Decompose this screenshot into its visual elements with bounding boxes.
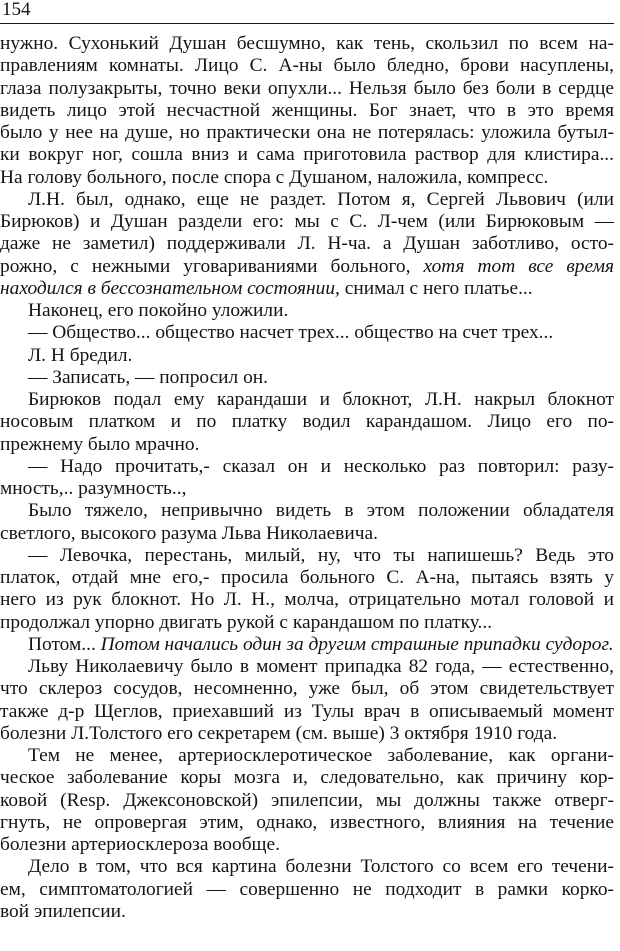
paragraph [0, 545, 614, 634]
text-line [0, 879, 614, 901]
text-line [0, 523, 614, 545]
text-run: На голову больного, после спора с Душаном, наложила, компресс. [0, 166, 549, 188]
text-line [0, 144, 614, 166]
text-line [0, 78, 614, 100]
text-line [0, 567, 614, 589]
text-line [0, 767, 614, 789]
text-run: снимал с него платье... [339, 277, 533, 299]
page-number: 154 [2, 0, 31, 20]
text-run: вой эпилепсии. [0, 900, 126, 922]
text-run: Потом... [28, 633, 101, 655]
text-line [0, 790, 614, 812]
text-line [0, 589, 614, 611]
text-line [0, 901, 614, 923]
text-run: светлого, высокого разума Льва Николаевича. [0, 522, 378, 544]
text-run: что склероз сосудов, несомненно, уже был, об этом свидетельствует [0, 678, 614, 700]
text-line [0, 211, 614, 233]
text-line [0, 100, 614, 122]
text-run: Бирюков) и Душан раздели его: мы с С. Л-чем (или Бирюковым — [0, 211, 614, 232]
text-run: ем, симптоматологией — совершенно не подходит в рамки корко- [0, 878, 614, 900]
text-line [0, 478, 614, 500]
text-run: Бирюков подал ему карандаши и блокнот, Л.Н. накрыл блокнот [28, 389, 614, 410]
text-line [0, 278, 614, 300]
text-run: прежнему было мрачно. [0, 433, 200, 455]
text-line [0, 33, 614, 55]
text-line [0, 545, 614, 567]
text-run: Л. Н бредил. [28, 344, 133, 366]
text-line [0, 345, 614, 367]
paragraph [0, 189, 614, 300]
text-run: болезни артериосклероза вообще. [0, 834, 280, 855]
text-run: мность,.. разумность.., [0, 478, 187, 499]
italic-text: Потом начались один за другим страшные припадки судорог. [100, 633, 614, 655]
paragraph [0, 634, 614, 656]
text-line [0, 322, 614, 344]
text-line [0, 256, 614, 278]
text-line [0, 856, 614, 878]
paragraph [0, 322, 614, 344]
text-run: Тем не менее, артериосклеротическое заболевание, как органи- [28, 745, 614, 766]
text-run: Было тяжело, непривычно видеть в этом положении обладателя [28, 500, 614, 522]
text-line [0, 367, 614, 389]
text-line [0, 634, 614, 656]
text-line [0, 745, 614, 767]
text-line [0, 434, 614, 456]
text-line [0, 456, 614, 478]
text-run: также д-р Щеглов, приехавший из Тулы врач в описываемый момент [0, 700, 614, 722]
text-line [0, 189, 614, 211]
paragraph [0, 456, 614, 501]
paragraph [0, 856, 614, 923]
text-line [0, 701, 614, 723]
text-line [0, 233, 614, 255]
text-run: было у нее на душе, но практически она не потерялась: уложила бутыл- [0, 122, 614, 143]
text-run: — Записать, — попросил он. [28, 366, 269, 388]
paragraph [0, 656, 614, 745]
text-run: правлениям комнаты. Лицо С. А-ны было бледно, брови насуплены, [0, 55, 614, 77]
text-line [0, 612, 614, 634]
text-run: продолжал упорно двигать рукой с карандашом по платку... [0, 611, 493, 633]
text-run: ковой (Resp. Джексоновской) эпилепсии, мы должны также отверг- [0, 789, 614, 811]
text-run: ческое заболевание коры мозга и, следовательно, как причину кор- [0, 767, 614, 789]
text-run: носовым платком и по платку водил карандашом. Лицо его по- [0, 411, 614, 433]
paragraph [0, 345, 614, 367]
text-run: — Общество... общество насчет трех... общество на счет трех... [28, 322, 554, 344]
text-line [0, 834, 614, 856]
text-run: Наконец, его покойно уложили. [28, 300, 289, 321]
text-line [0, 812, 614, 834]
text-run: видеть лицо этой несчастной женщины. Бог знает, что в это время [0, 99, 614, 121]
text-line [0, 55, 614, 77]
text-run: болезни Л.Толстого его секретарем (см. выше) 3 октября 1910 года. [0, 722, 558, 744]
text-run: Л.Н. был, однако, еще не раздет. Потом я, Сергей Львович (или [28, 188, 614, 210]
paragraph [0, 33, 614, 189]
italic-text: находился в бессознательном состоянии, [0, 277, 340, 299]
text-run: Льву Николаевичу было в момент припадка 82 года, — естественно, [28, 656, 614, 677]
text-line [0, 122, 614, 144]
text-run: — Надо прочитать,- сказал он и несколько раз повторил: разу- [28, 455, 614, 477]
header-rule [0, 23, 614, 24]
paragraph [0, 300, 614, 322]
text-line [0, 656, 614, 678]
text-line [0, 411, 614, 433]
text-run: гнуть, не опровергая этим, однако, известного, влияния на течение [0, 811, 614, 833]
text-line [0, 500, 614, 522]
text-run: платок, отдай мне его,- просила больного С. А-на, пытаясь взять у [0, 567, 614, 588]
text-run: нужно. Сухонький Душан бесшумно, как тень, скользил по всем на- [0, 33, 614, 54]
paragraph [0, 500, 614, 545]
italic-text: хотя тот все время [423, 255, 614, 277]
text-line [0, 678, 614, 700]
paragraph [0, 745, 614, 856]
text-run: него из рук блокнот. Но Л. Н., молча, отрицательно мотал головой и [0, 589, 614, 611]
paragraph [0, 367, 614, 389]
text-run: Дело в том, что вся картина болезни Толстого со всем его течени- [28, 856, 614, 878]
text-run: даже не заметил) поддерживали Л. Н-ча. а Душан заботливо, осто- [0, 233, 614, 255]
text-run: рожно, с нежными уговариваниями больного, [0, 255, 424, 277]
text-line [0, 167, 614, 189]
text-line [0, 300, 614, 322]
text-run: глаза полузакрыты, точно веки опухли... Нельзя было без боли в сердце [0, 77, 614, 99]
text-line [0, 389, 614, 411]
body-text [0, 33, 614, 923]
paragraph [0, 389, 614, 456]
text-line [0, 723, 614, 745]
text-run: — Левочка, перестань, милый, ну, что ты напишешь? Ведь это [28, 544, 614, 566]
text-run: ки вокруг ног, сошла вниз и сама приготовила раствор для клистира... [0, 144, 614, 166]
